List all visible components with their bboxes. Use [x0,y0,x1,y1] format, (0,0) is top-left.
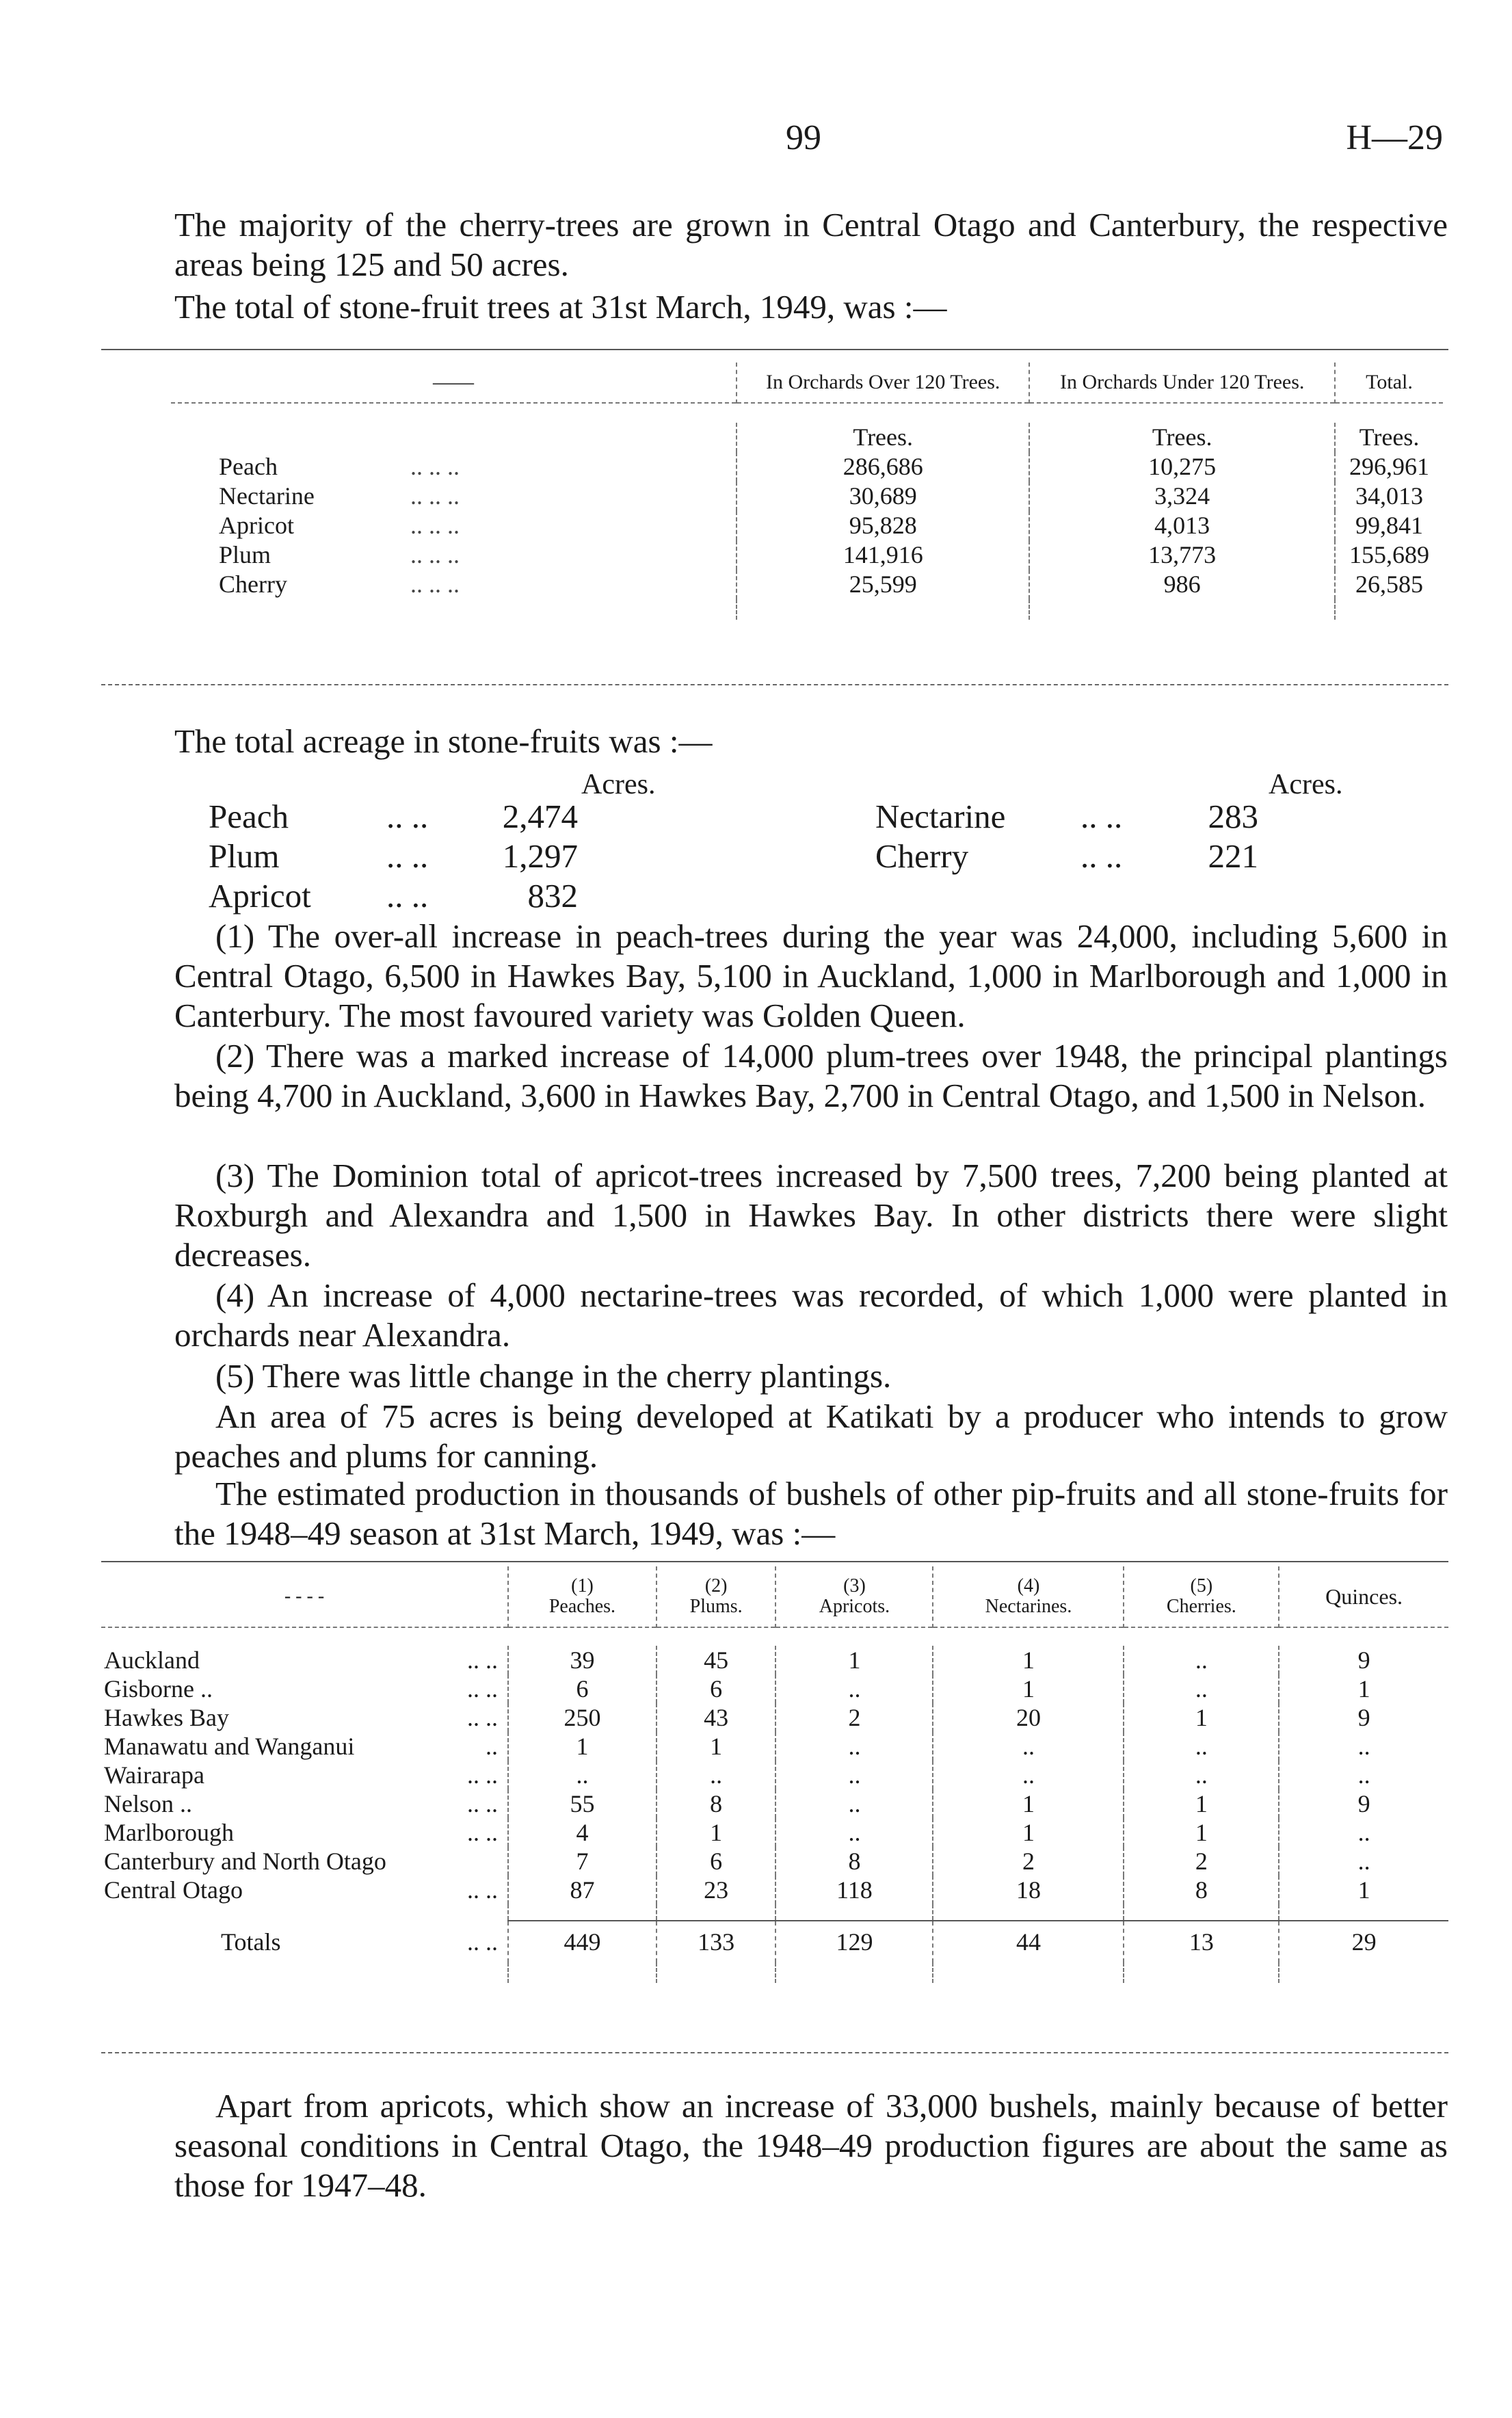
cell-value: 8 [775,1847,933,1876]
cell-value: 2 [1124,1847,1279,1876]
acreage-label: Apricot [209,877,311,915]
acreage-item [875,837,1258,876]
cell-value: 1 [1279,1876,1448,1904]
dot-leader: .. .. .. [410,570,460,598]
cell-value: 250 [508,1703,656,1732]
cell-value: 1 [933,1818,1124,1847]
intro-paragraph-2: The total of stone-fruit trees at 31st March, 1949, was :— [174,288,947,326]
unit-label: Trees. [1029,423,1335,452]
cell-value: 43 [656,1703,776,1732]
cell-value: 2 [933,1847,1124,1876]
cell-value: 8 [1124,1876,1279,1904]
totals-row [101,1921,1448,1962]
paragraph-production-intro: The estimated production in thousands of bushels of other pip-fruits and all stone-fruits for the 1948–49 season at 31st March, 1949, was :— [174,1475,1448,1552]
col-header-over-120: In Orchards Over 120 Trees. [737,363,1029,403]
cell-value: .. [1279,1732,1448,1761]
dot-leader: .. .. [467,1928,498,1956]
col-header-name: Apricots. [819,1596,890,1617]
cell-value: .. [656,1761,776,1789]
acreage-item [209,837,578,876]
col-header [1124,1566,1279,1627]
dot-leader: .. .. [467,1704,498,1731]
stone-fruit-trees-table [171,363,1443,620]
intro-paragraph-1: The majority of the cherry-trees are grown in Central Otago and Canterbury, the respective areas being 125 and 50 acres. [174,206,1448,283]
col-header-name: Peaches. [548,1596,616,1617]
dot-leader: .. [486,1733,498,1760]
paragraph-nectarine: (4) An increase of 4,000 nectarine-trees was recorded, of which 1,000 were planted in orchards near Alexandra. [174,1276,1448,1354]
acreage-label: Nectarine [875,798,1006,835]
acreage-intro: The total acreage in stone-fruits was :— [174,722,713,760]
cell-value: .. [1124,1674,1279,1703]
cell-value: .. [1124,1732,1279,1761]
dot-leader: .. .. .. [410,453,460,480]
col-header-name: Cherries. [1166,1596,1236,1617]
cell-value: 1 [1124,1703,1279,1732]
cell-value: .. [1124,1646,1279,1674]
cell-value: 1 [656,1732,776,1761]
cell-value: .. [1279,1761,1448,1789]
acreage-value: 2,474 [502,798,578,835]
cell-value: .. [775,1732,933,1761]
acreage-value: 1,297 [502,837,578,875]
dot-leader: .. .. [386,837,429,875]
table-rule-top [101,1561,1448,1562]
row-label: Auckland [104,1646,200,1674]
unit-label: Trees. [737,423,1029,452]
cell-value: 87 [508,1876,656,1904]
cell-total: 34,013 [1335,482,1443,511]
cell-value: .. [775,1818,933,1847]
cell-value: 129 [775,1921,933,1962]
cell-value: 18 [933,1876,1124,1904]
table-rule-top [101,349,1448,350]
acreage-value: 283 [1208,798,1258,835]
cell-value: 9 [1279,1703,1448,1732]
cell-total: 155,689 [1335,540,1443,570]
acreage-value: 832 [527,877,578,915]
cell-value: 23 [656,1876,776,1904]
col-header-name: Plums. [689,1596,743,1617]
cell-value: .. [1279,1818,1448,1847]
paragraph-peach: (1) The over-all increase in peach-trees during the year was 24,000, including 5,600 in Central Otago, 6,500 in Hawkes Bay, 5,100 in Auckland, 1,000 in Marlborough and 1,000 in Canterbury. The most favoured variety was Golden Queen. [174,917,1448,1034]
cell-over-120: 95,828 [737,511,1029,540]
acreage-left-column [209,797,578,916]
dot-leader: .. .. [467,1819,498,1846]
dot-leader: .. .. .. [410,512,460,539]
table-rule-bottom [101,684,1448,685]
cell-value: 1 [508,1732,656,1761]
cell-value: 6 [656,1847,776,1876]
table-row [101,1761,1448,1789]
cell-value: 9 [1279,1789,1448,1818]
cell-value: .. [933,1761,1124,1789]
cell-value: 1 [933,1646,1124,1674]
cell-over-120: 30,689 [737,482,1029,511]
cell-under-120: 4,013 [1029,511,1335,540]
dot-leader: .. .. [467,1646,498,1674]
cell-under-120: 3,324 [1029,482,1335,511]
page-number: 99 [786,118,821,157]
col-header [656,1566,776,1627]
dot-leader: .. .. [1080,798,1123,835]
cell-total: 99,841 [1335,511,1443,540]
cell-value: .. [1279,1847,1448,1876]
cell-under-120: 13,773 [1029,540,1335,570]
dot-leader: .. .. [386,798,429,835]
col-header [775,1566,933,1627]
col-header-number: (1) [571,1575,594,1596]
row-label: Manawatu and Wanganui [104,1733,355,1760]
cell-over-120: 141,916 [737,540,1029,570]
table-row [101,1789,1448,1818]
dot-leader: .. .. [467,1675,498,1703]
row-label: Wairarapa [104,1761,204,1789]
acres-unit-left: Acres. [581,769,656,800]
cell-value: 1 [933,1789,1124,1818]
table-row [101,1646,1448,1674]
document-reference: H—29 [1346,118,1443,157]
table-row [101,1674,1448,1703]
unit-label: Trees. [1335,423,1443,452]
row-label: Cherry [219,570,287,598]
col-header-under-120: In Orchards Under 120 Trees. [1029,363,1335,403]
cell-value: 6 [656,1674,776,1703]
cell-value: 8 [656,1789,776,1818]
cell-under-120: 986 [1029,570,1335,599]
cell-value: 45 [656,1646,776,1674]
cell-value: 449 [508,1921,656,1962]
cell-total: 26,585 [1335,570,1443,599]
table-row [171,540,1443,570]
table-blank-header: - - - - [284,1586,325,1607]
col-header-number: (3) [843,1575,866,1596]
paragraph-cherry: (5) There was little change in the cherry plantings. [215,1357,892,1395]
cell-value: 7 [508,1847,656,1876]
col-header [508,1566,656,1627]
acreage-item [209,876,578,916]
table-row [171,570,1443,599]
row-label: Hawkes Bay [104,1704,229,1731]
cell-value: .. [775,1674,933,1703]
table-row [171,452,1443,482]
table-rule-bottom [101,2052,1448,2053]
row-label: Apricot [219,512,294,539]
cell-value: 39 [508,1646,656,1674]
cell-value: 1 [1124,1789,1279,1818]
dot-leader: .. .. [467,1876,498,1904]
cell-value: 1 [656,1818,776,1847]
row-label: Central Otago [104,1876,243,1904]
row-label: Marlborough [104,1819,234,1846]
acreage-value: 221 [1208,837,1258,875]
cell-value: 9 [1279,1646,1448,1674]
cell-total: 296,961 [1335,452,1443,482]
dot-leader: .. .. .. [410,482,460,510]
col-header-total: Total. [1335,363,1443,403]
cell-under-120: 10,275 [1029,452,1335,482]
acreage-item [209,797,578,837]
acreage-label: Plum [209,837,280,875]
cell-value: .. [775,1789,933,1818]
dot-leader: .. .. [467,1790,498,1817]
cell-value: 29 [1279,1921,1448,1962]
acreage-right-column [875,797,1258,876]
col-header-number: (4) [1017,1575,1040,1596]
cell-value: .. [933,1732,1124,1761]
cell-value: 1 [1124,1818,1279,1847]
row-label: Nectarine [219,482,315,510]
cell-value: 1 [933,1674,1124,1703]
cell-over-120: 25,599 [737,570,1029,599]
cell-value: 133 [656,1921,776,1962]
table-row [101,1876,1448,1904]
table-row [171,482,1443,511]
cell-value: 1 [775,1646,933,1674]
table-row [101,1847,1448,1876]
col-header [933,1566,1124,1627]
paragraph-apricot: (3) The Dominion total of apricot-trees increased by 7,500 trees, 7,200 being planted at Roxburgh and Alexandra and 1,500 in Hawkes Bay. In other districts there were slight decreases. [174,1157,1448,1274]
table-row [101,1818,1448,1847]
production-table [101,1566,1448,1983]
acreage-item [875,797,1258,837]
row-label: Totals [221,1928,281,1956]
table-row [101,1703,1448,1732]
dot-leader: .. .. .. [410,541,460,568]
col-header-name: Quinces. [1325,1584,1403,1609]
cell-value: 55 [508,1789,656,1818]
cell-value: 118 [775,1876,933,1904]
row-label: Peach [219,453,278,480]
cell-value: 6 [508,1674,656,1703]
cell-value: .. [1124,1761,1279,1789]
paragraph-plum: (2) There was a marked increase of 14,000 plum-trees over 1948, the principal plantings being 4,700 in Auckland, 3,600 in Hawkes Bay, 2,700 in Central Otago, and 1,500 in Nelson. [174,1037,1448,1114]
row-label: Canterbury and North Otago [104,1848,386,1875]
cell-value: 1 [1279,1674,1448,1703]
table-blank-header: —— [433,371,474,393]
paragraph-katikati: An area of 75 acres is being developed at Katikati by a producer who intends to grow peaches and plums for canning. [174,1397,1448,1475]
cell-value: 13 [1124,1921,1279,1962]
cell-value: 4 [508,1818,656,1847]
cell-value: 2 [775,1703,933,1732]
cell-value: .. [508,1761,656,1789]
row-label: Nelson .. [104,1790,192,1817]
cell-value: 44 [933,1921,1124,1962]
table-row [171,511,1443,540]
dot-leader: .. .. [386,877,429,915]
row-label: Gisborne .. [104,1675,213,1703]
acreage-label: Cherry [875,837,969,875]
row-label: Plum [219,541,271,568]
table-row [101,1732,1448,1761]
cell-value: 20 [933,1703,1124,1732]
acres-unit-right: Acres. [1269,769,1343,800]
cell-value: .. [775,1761,933,1789]
closing-paragraph: Apart from apricots, which show an increase of 33,000 bushels, mainly because of better seasonal conditions in Central Otago, the 1948–49 production figures are about the same as those for 1947–48. [174,2087,1448,2204]
dot-leader: .. .. [1080,837,1123,875]
col-header-name: Nectarines. [985,1596,1072,1617]
dot-leader: .. .. [467,1761,498,1789]
col-header-number: (2) [704,1575,728,1596]
col-header [1279,1566,1448,1627]
col-header-number: (5) [1190,1575,1213,1596]
cell-over-120: 286,686 [737,452,1029,482]
acreage-label: Peach [209,798,289,835]
